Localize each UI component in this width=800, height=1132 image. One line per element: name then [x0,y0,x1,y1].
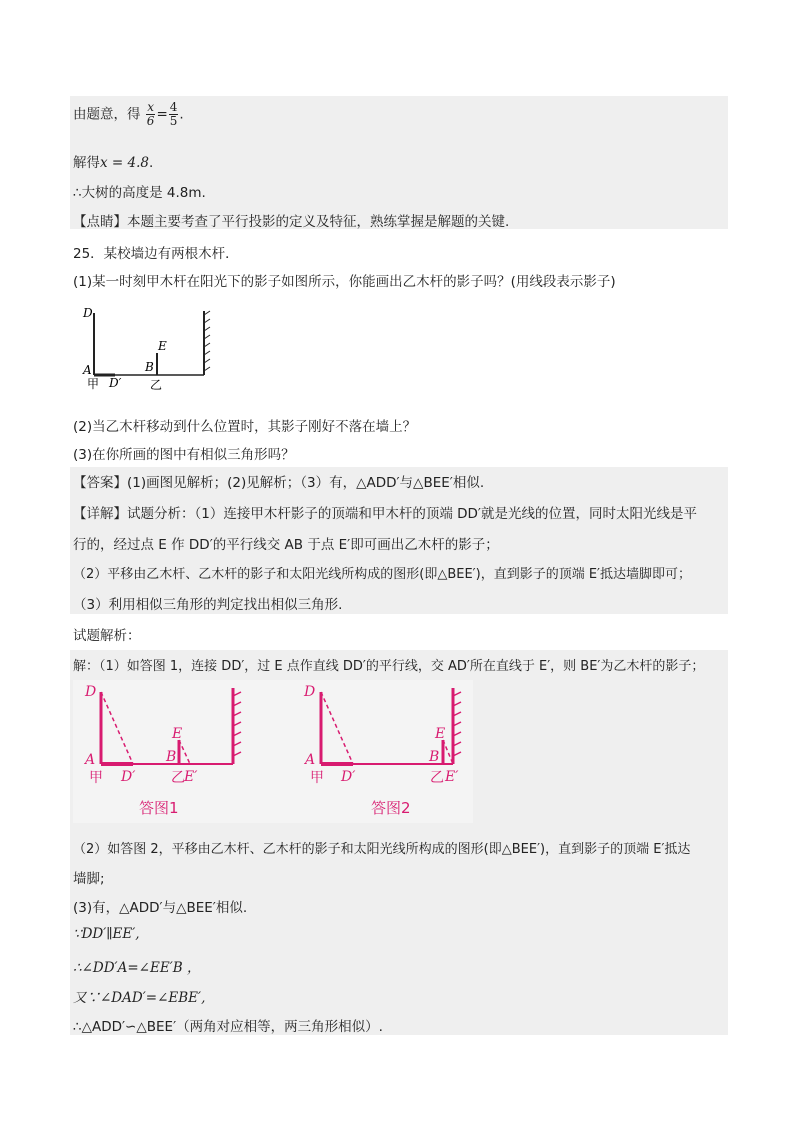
detail-text: 试题分析：（1）连接甲木杆影子的顶端和甲木杆的顶端 DD′就是光线的位置，同时太阳光线是平 [127,506,697,522]
label-yi: 乙 [171,770,185,786]
label-D: D [304,684,316,700]
numerator: x [147,100,154,114]
figure-2-caption: 答图2 [371,799,411,817]
detail-line-1 [73,502,697,522]
denominator: 6 [146,114,155,128]
solution-line-1 [73,101,184,128]
denominator: 5 [169,114,178,128]
question-title: 25．某校墙边有两根木杆． [73,246,239,262]
label-E-prime: E′ [184,769,198,785]
sun-ray-EEp [179,740,190,764]
detail-line-3: （2）平移由乙木杆、乙木杆的影子和太阳光线所构成的图形(即△BEE′)，直到影子的顶端 E′抵达墙脚即可； [73,567,692,582]
period: . [179,106,184,123]
detail-tag: 【详解】 [73,506,127,522]
label-jia: 甲 [89,770,103,786]
analysis-line-6: ∴∠DD′A=∠EE′B ， [73,960,201,976]
analysis-line-4: (3)有，△ADD′与△BEE′相似. [73,900,248,916]
label-E: E [435,726,446,742]
answer-figures [73,680,473,823]
question-figure [78,303,213,390]
label-E: E [172,726,183,742]
analysis-line-3: 墙脚; [73,871,105,887]
question-part-3: (3)在你所画的图中有相似三角形吗？ [73,447,295,463]
label-yi: 乙 [430,770,444,786]
solution-line-2 [73,151,153,171]
figure-1-caption: 答图1 [139,799,179,817]
text: 由题意，得 [73,106,141,123]
sun-ray-DDp [321,692,353,764]
fraction-4-over-5 [169,101,179,128]
analysis-line-7: 又∵∠DAD′=∠EBE′, [73,990,206,1006]
label-B: B [145,360,154,374]
answer-text: (1)画图见解析；(2)见解析；（3）有，△ADD′与△BEE′相似. [127,475,485,491]
label-D-prime: D′ [341,769,356,785]
label-D: D [83,306,93,320]
comment-line [73,210,509,230]
sun-ray-DDp [101,692,133,764]
answer-figure-2 [303,684,461,817]
math: x = 4.8 [100,155,149,171]
label-B: B [166,749,177,765]
question-part-2: (2)当乙木杆移动到什么位置时，其影子刚好不落在墙上？ [73,419,417,435]
analysis-line-5: ∵DD′∥EE′, [73,926,140,942]
label-D-prime: D′ [109,376,122,390]
text: 解得 [73,155,100,171]
question-part-1: (1)某一时刻甲木杆在阳光下的影子如图所示，你能画出乙木杆的影子吗？(用线段表示影子) [73,274,616,290]
label-A: A [305,752,316,768]
label-D: D [85,684,97,700]
label-A: A [83,363,92,377]
analysis-line-2: （2）如答图 2，平移由乙木杆、乙木杆的影子和太阳光线所构成的图形(即△BEE′)，直到影子的顶端 E′抵达 [73,842,691,857]
analysis-heading: 试题解析： [73,628,141,644]
answer-line [73,471,484,491]
label-E: E [158,339,167,353]
answer-figure-1 [83,684,241,817]
equals: = [156,106,168,123]
detail-line-4: （3）利用相似三角形的判定找出相似三角形. [73,597,343,613]
label-A: A [85,752,96,768]
label-D-prime: D′ [121,769,136,785]
label-jia: 甲 [87,377,100,390]
comment-tag: 【点睛】 [73,214,127,230]
detail-line-2: 行的，经过点 E 作 DD′的平行线交 AB 于点 E′即可画出乙木杆的影子； [73,537,499,553]
numerator: 4 [169,100,178,114]
comment-text: 本题主要考查了平行投影的定义及特征，熟练掌握是解题的关键. [127,214,510,230]
answer-tag: 【答案】 [73,475,127,491]
label-yi: 乙 [150,378,163,390]
solution-line-3: ∴大树的高度是 4.8m. [73,185,206,201]
label-jia: 甲 [310,770,324,786]
label-E-prime: E′ [445,769,459,785]
analysis-line-8: ∴△ADD′∽△BEE′（两角对应相等，两三角形相似）. [73,1019,383,1035]
analysis-line-1: 解：（1）如答图 1，连接 DD′，过 E 点作直线 DD′的平行线，交 AD′所在直线于 E′，则 BE′为乙木杆的影子； [73,659,705,674]
label-B: B [429,749,440,765]
period: . [148,155,154,171]
fraction-x-over-6 [146,101,156,128]
